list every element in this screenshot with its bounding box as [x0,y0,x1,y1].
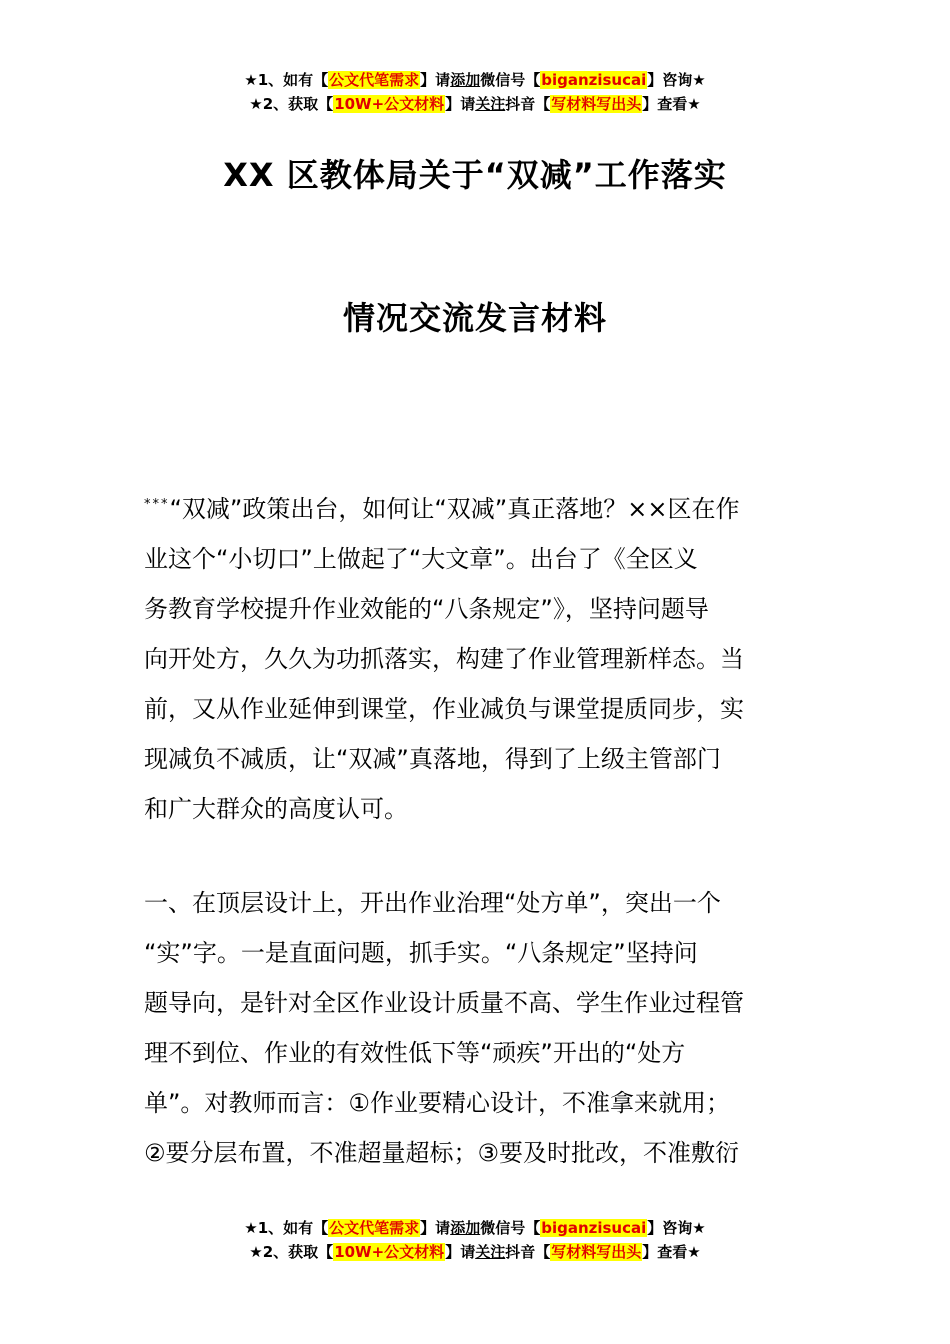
promo-highlight: 写材料写出头 [551,1243,642,1261]
paragraph-section-1 [144,878,806,1178]
promo-highlight: biganzisucai [541,71,647,89]
paragraph-intro [144,480,806,834]
document-title-line-2: 情况交流发言材料 [342,299,607,337]
promo-highlight: 公文代笔需求 [329,1219,420,1237]
promo-text: ★2、获取【 [249,95,334,113]
promo-highlight: 10W+公文材料 [334,95,445,113]
promo-text: ★1、如有【 [244,71,329,89]
promo-banner-bottom [0,1216,950,1264]
promo-line-2 [0,1240,950,1264]
paragraph-line: 向开处方，久久为功抓落实，构建了作业管理新样态。当 [144,645,744,673]
paragraph-line: 单”。对教师而言：①作业要精心设计，不准拿来就用； [144,1089,730,1117]
promo-banner-top [0,68,950,116]
promo-text: 】请 [445,95,476,113]
promo-text: 】咨询★ [647,1219,706,1237]
paragraph-line: ②要分层布置，不准超量超标；③要及时批改，不准敷衍 [144,1139,740,1167]
promo-text: 】查看★ [642,95,701,113]
paragraph-prefix: *** [144,497,170,512]
paragraph-line: 现减负不减质，让“双减”真落地，得到了上级主管部门 [144,745,721,773]
paragraph-line: 一、在顶层设计上，开出作业治理“处方单”，突出一个 [144,889,721,917]
paragraph-line: 和广大群众的高度认可。 [144,795,408,823]
paragraph-line: 理不到位、作业的有效性低下等“顽疾”开出的“处方 [144,1039,686,1067]
line-text: “双减”政策出台，如何让“双减”真正落地？××区在作 [169,495,740,523]
promo-text: 微信号【 [480,1219,541,1237]
promo-text: 】请 [420,71,451,89]
promo-text-underlined: 添加 [450,71,481,89]
promo-text: ★2、获取【 [249,1243,334,1261]
promo-text: 抖音【 [505,1243,551,1261]
promo-line-1 [0,1216,950,1240]
promo-text: 】请 [420,1219,451,1237]
promo-text: 抖音【 [505,95,551,113]
promo-highlight: 10W+公文材料 [334,1243,445,1261]
promo-text: 】查看★ [642,1243,701,1261]
promo-text: 微信号【 [480,71,541,89]
promo-text: ★1、如有【 [244,1219,329,1237]
paragraph-line [144,480,806,534]
promo-line-1 [0,68,950,92]
promo-text-underlined: 关注 [475,95,506,113]
paragraph-line: 题导向，是针对全区作业设计质量不高、学生作业过程管 [144,989,744,1017]
promo-line-2 [0,92,950,116]
document-title-line-1: XX 区教体局关于“双减”工作落实 [223,156,727,194]
promo-text: 】请 [445,1243,476,1261]
promo-text-underlined: 添加 [450,1219,481,1237]
promo-highlight: 写材料写出头 [551,95,642,113]
paragraph-line: 前，又从作业延伸到课堂，作业减负与课堂提质同步，实 [144,695,744,723]
promo-text-underlined: 关注 [475,1243,506,1261]
paragraph-line: 业这个“小切口”上做起了“大文章”。出台了《全区义 [144,545,698,573]
promo-highlight: 公文代笔需求 [329,71,420,89]
paragraph-line: “实”字。一是直面问题，抓手实。“八条规定”坚持问 [144,939,698,967]
promo-highlight: biganzisucai [541,1219,647,1237]
promo-text: 】咨询★ [647,71,706,89]
paragraph-line: 务教育学校提升作业效能的“八条规定”》，坚持问题导 [144,595,709,623]
